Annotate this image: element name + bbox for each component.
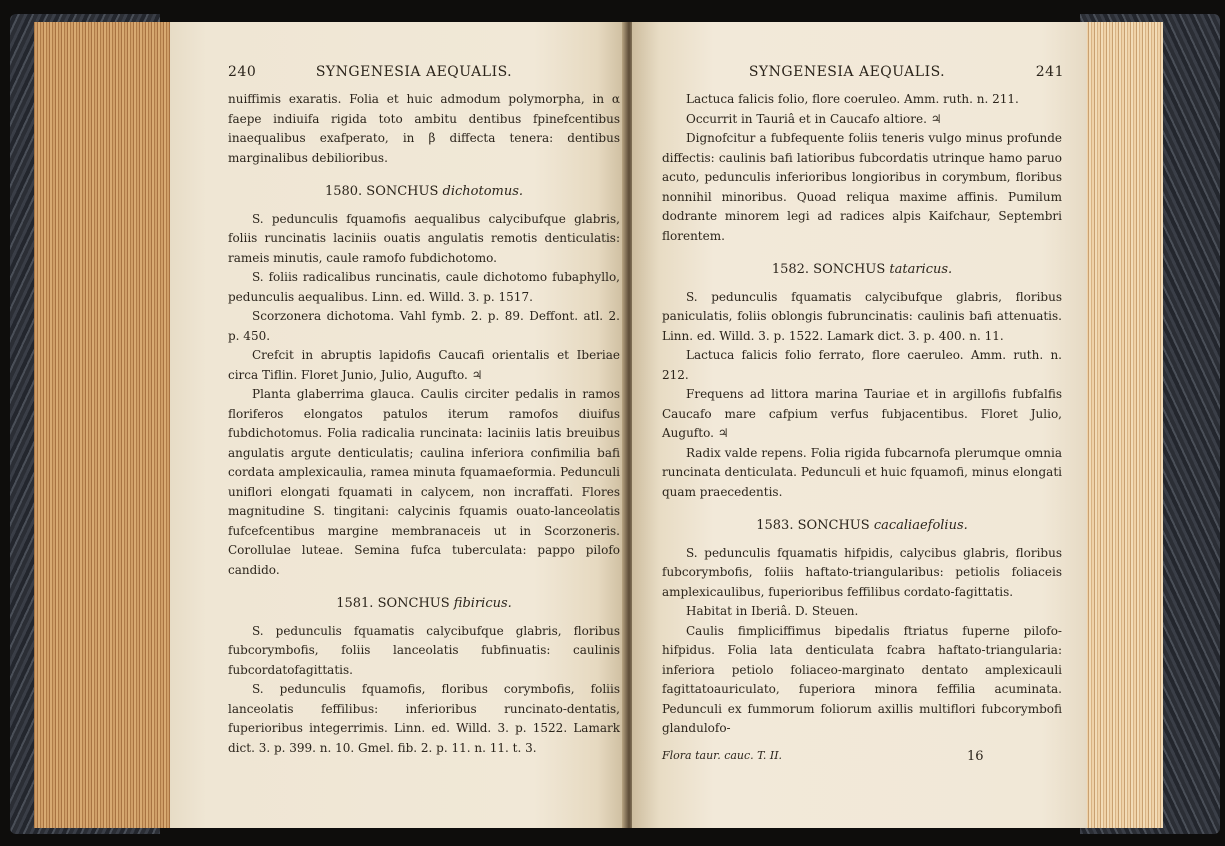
running-title: SYNGENESIA AEQUALIS. (315, 64, 513, 80)
section-heading-1580 (228, 182, 620, 202)
species-name: dichotomus. (442, 184, 524, 199)
continuation-paragraph: nuiffimis exaratis. Folia et huic admodum polymorpha, in α faepe indiuifa rigida toto ambitu dentibus fpinefcentibus inaequalibus exafperato, in β diffecta tenera: dentibus marginalibus debilioribus. (228, 92, 620, 165)
species-name: tataricus. (889, 262, 953, 277)
paragraph: Occurrit in Tauriâ et in Caucafo altiore. ♃ (686, 111, 942, 126)
paragraph: Radix valde repens. Folia rigida fubcarnofa plerumque omnia runcinata denticulata. Pedunculi et huic fquamofi, minus elongati quam praecedentis. (662, 445, 1062, 499)
paragraph: Lactuca falicis folio, flore coeruleo. Amm. ruth. n. 211. (686, 92, 1019, 106)
right-page (632, 22, 1087, 828)
paragraph: S. pedunculis fquamofis aequalibus calycibufque glabris, foliis runcinatis laciniis ouatis angulatis remotis denticulatis: rameis minutis, caule ramofo fubdichotomo. (228, 211, 620, 265)
paragraph: Planta glaberrima glauca. Caulis circiter pedalis in ramos floriferos elongatos patulos iterum ramofos diuifus fubdichotomus. Folia radicalia runcinata: laciniis latis breuibus angulatis argute denticulatis; caulina inferiora confimilia bafi cordata amplexicaulia, ramea minuta fquamaeformia. Pedunculi uniflori elongati fquamati in calycem, non incraffati. Flores magnitudine S. tingitani: calycinis fquamis ouato-lanceolatis fufcefcentibus margine membranaceis ut in Scorzoneris. Corollulae luteae. Semina fufca tuberculata: pappo pilofo candido. (228, 387, 620, 577)
section-number: 1583. SONCHUS (756, 518, 870, 533)
paragraph: S. pedunculis fquamatis hifpidis, calycibus glabris, floribus fubcorymbofis, foliis haftato-triangularibus: petiolis foliaceis amplexicaulibus, fuperioribus feffilibus cordato-fagittatis. (662, 545, 1062, 599)
paragraph: Caulis fimpliciffimus bipedalis ftriatus fuperne pilofo-hifpidus. Folia lata denticulata fcabra haftato-triangularia: inferiora petiolo foliaceo-marginato dentato amplexicauli fagittatoauriculato, fuperiora minora feffilia acuminata. Pedunculi ex fummorum foliorum axillis multiflori fubcorymbofi glandulofo- (662, 623, 1062, 735)
section-number: 1581. SONCHUS (336, 596, 450, 611)
page-number: 241 (1035, 64, 1064, 80)
left-page (170, 22, 625, 828)
section-heading-1581 (228, 594, 620, 614)
page-footer (662, 749, 1062, 769)
paragraph: Frequens ad littora marina Tauriae et in argillofis fubfalfis Caucafo mare cafpium verfus fubjacentibus. Floret Julio, Augufto. ♃ (662, 387, 1062, 440)
page-number: 240 (228, 64, 257, 80)
paragraph: S. pedunculis fquamatis calycibufque glabris, floribus fubcorymbofis, foliis lanceolatis fubfinuatis: caulinis fubcordatofagittatis. (228, 623, 620, 677)
section-number: 1582. SONCHUS (771, 262, 886, 277)
section-heading-1582 (662, 260, 1062, 280)
paragraph: Lactuca falicis folio ferrato, flore caeruleo. Amm. ruth. n. 212. (662, 348, 1062, 382)
running-head (228, 64, 620, 90)
paragraph: S. pedunculis fquamofis, floribus corymbofis, foliis lanceolatis feffilibus: inferioribus runcinato-dentatis, fuperioribus integerrimis. Linn. ed. Willd. 3. p. 1522. Lamark dict. 3. p. 399. n. 10. Gmel. fib. 2. p. 11. n. 11. t. 3. (228, 682, 620, 755)
paragraph: S. pedunculis fquamatis calycibufque glabris, floribus paniculatis, foliis oblongis fubruncinatis: caulinis bafi attenuatis. Linn. ed. Willd. 3. p. 1522. Lamark dict. 3. p. 400. n. 11. (662, 289, 1062, 343)
species-name: fibiricus. (453, 596, 512, 611)
paragraph: Scorzonera dichotoma. Vahl fymb. 2. p. 89. Deffont. atl. 2. p. 450. (228, 309, 620, 343)
page-edges-right (1085, 22, 1163, 828)
page-edges-left (34, 22, 176, 828)
paragraph: Habitat in Iberiâ. D. Steuen. (686, 604, 859, 618)
signature-mark: Flora taur. cauc. T. II. (662, 748, 783, 762)
paragraph: Crefcit in abruptis lapidofis Caucafi orientalis et Iberiae circa Tiflin. Floret Junio, Julio, Augufto. ♃ (228, 348, 620, 382)
paragraph: Dignofcitur a fubfequente foliis teneris vulgo minus profunde diffectis: caulinis bafi latioribus fubcordatis utrinque hamo paruo acuto, pedunculis inferioribus longioribus in corymbum, floribus nonnihil minoribus. Quoad reliqua maxime affinis. Pumilum dodrante minorem legi ad radices alpis Kaifchaur, Septembri florentem. (662, 131, 1062, 243)
running-head (662, 64, 1062, 90)
signature-number: 16 (967, 748, 984, 764)
section-heading-1583 (662, 516, 1062, 536)
running-title: SYNGENESIA AEQUALIS. (748, 64, 946, 80)
paragraph: S. foliis radicalibus runcinatis, caule dichotomo fubaphyllo, pedunculis aequalibus. Linn. ed. Willd. 3. p. 1517. (228, 270, 620, 304)
species-name: cacaliaefolius. (873, 518, 968, 533)
section-number: 1580. SONCHUS (324, 184, 439, 199)
